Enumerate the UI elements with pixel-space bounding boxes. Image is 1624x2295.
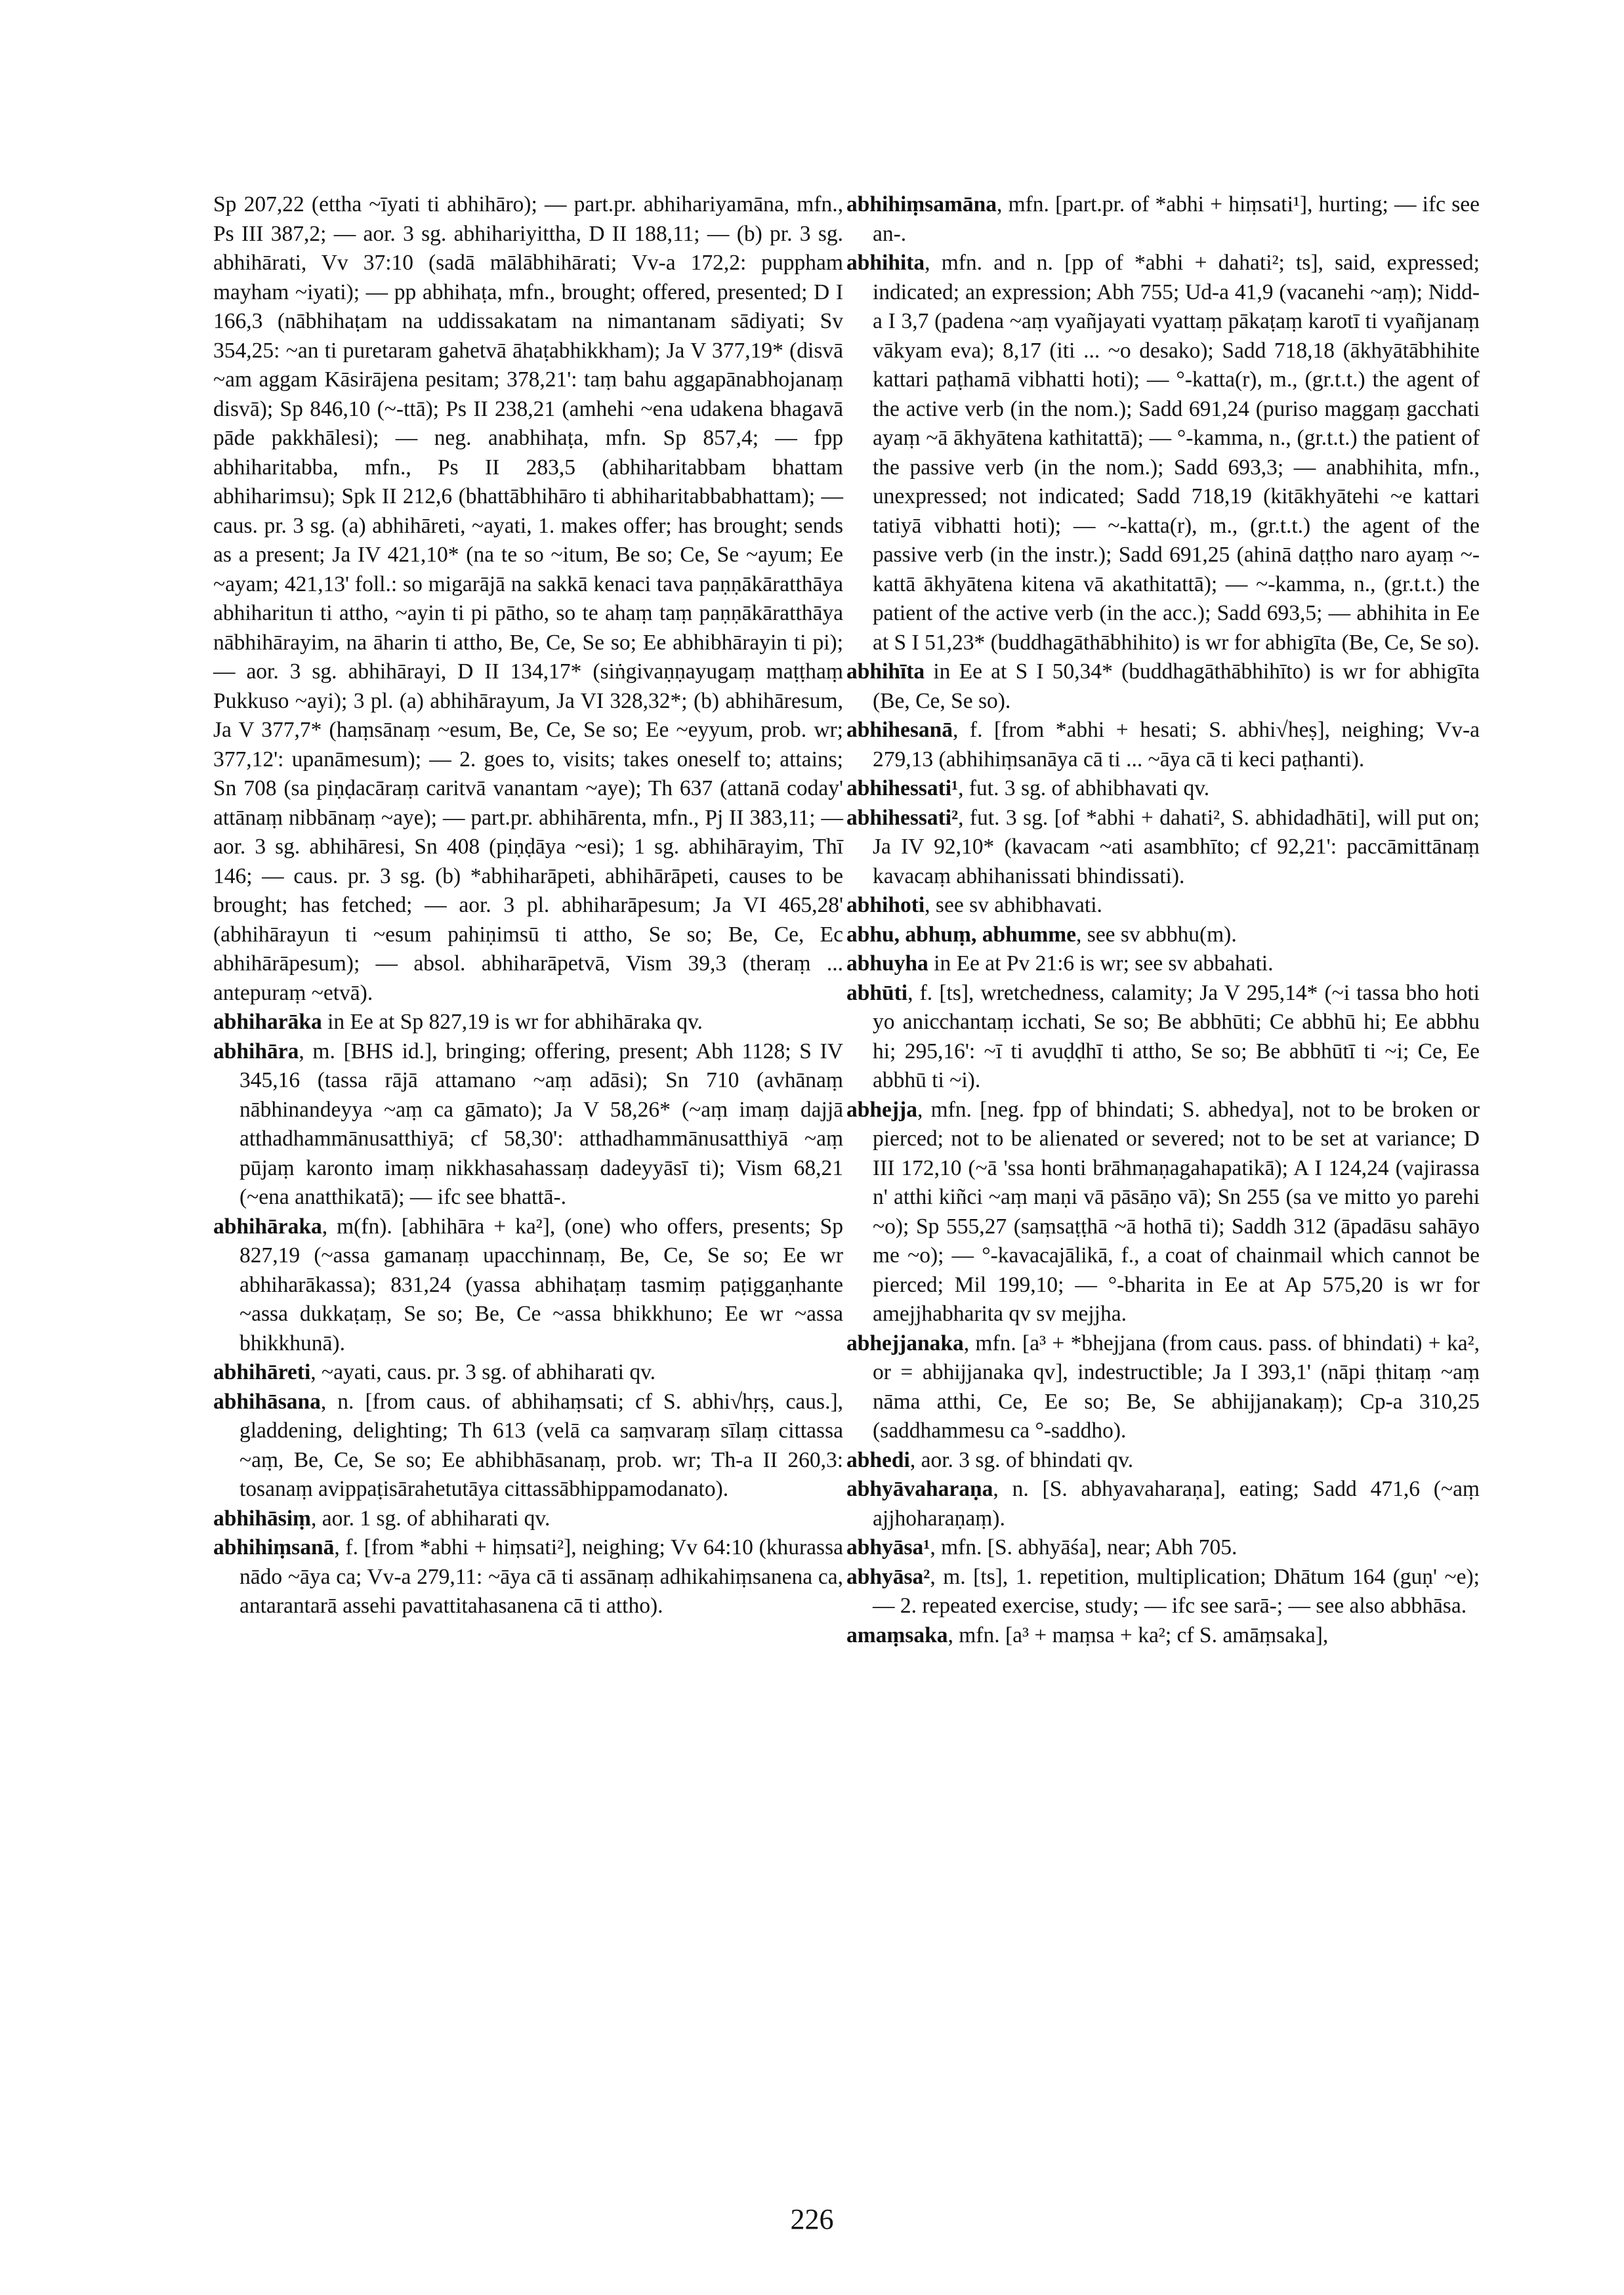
dictionary-entry	[846, 1096, 1480, 1329]
entry-body: , n. [S. abhyavaharaṇa], eating; Sadd 471,6 (~aṃ ajjhoharaṇaṃ).	[873, 1477, 1480, 1531]
entry-body: , mfn. [S. abhyāśa], near; Abh 705.	[930, 1535, 1238, 1560]
entry-headword: abhejjanaka	[846, 1331, 964, 1355]
entry-body: , mfn. and n. [pp of *abhi + dahati²; ts], said, expressed; indicated; an expression; Abh 755; Ud-a 41,9 (vacanehi ~aṃ); Nidd-a I 3,7 (padena ~aṃ vyañjayati vyattaṃ pākaṭaṃ karotī ti vyañjanaṃ vākyam eva); 8,17 (iti ... ~o desako); Sadd 718,18 (ākhyātābhihite kattari paṭhamā vibhatti hoti); — °-katta(r), m., (gr.t.t.) the agent of the active verb (in the nom.); Sadd 691,24 (puriso maggaṃ gacchati ayaṃ ~ā ākhyātena kathitattā); — °-kamma, n., (gr.t.t.) the patient of the passive verb (in the nom.); Sadd 693,3; — anabhihita, mfn., unexpressed; not indicated; Sadd 718,19 (kitākhyātehi ~e kattari tatiyā vibhatti hoti); — ~-katta(r), m., (gr.t.t.) the agent of the passive verb (in the instr.); Sadd 691,25 (ahinā daṭṭho naro ayaṃ ~-kattā ākhyātena kitena vā akathitattā); — ~-kamma, n., (gr.t.t.) the patient of the active verb (in the acc.); Sadd 693,5; — abhihita in Ee at S I 51,23* (buddhagāthābhihito) is wr for abhigīta (Be, Ce, Se so).	[873, 251, 1480, 655]
entry-body: , m(fn). [abhihāra + ka²], (one) who offers, presents; Sp 827,19 (~assa gamanaṃ upacchinnaṃ, Be, Ce, Se so; Ee wr abhiharākassa); 831,24 (yassa abhihaṭaṃ tasmiṃ paṭiggaṇhante ~assa dukkaṭaṃ, Se so; Be, Ce ~assa bhikkhuno; Ee wr ~assa bhikkhunā).	[239, 1214, 843, 1355]
entry-headword: abhihāsiṃ	[213, 1506, 311, 1531]
entry-headword: abhūti	[846, 980, 908, 1005]
entry-body: , ~ayati, caus. pr. 3 sg. of abhiharati qv.	[310, 1360, 656, 1384]
entry-body: , fut. 3 sg. of abhibhavati qv.	[958, 776, 1210, 800]
dictionary-entry	[213, 1358, 843, 1388]
entry-body: , m. [ts], 1. repetition, multiplication; Dhātum 164 (guṇ' ~e); — 2. repeated exercise, study; — ifc see sarā-; — see also abbhāsa.	[873, 1564, 1480, 1618]
entry-headword: abhyāvaharaṇa	[846, 1477, 993, 1501]
entry-body: , see sv abhibhavati.	[925, 893, 1102, 917]
dictionary-entry	[213, 1533, 843, 1621]
entry-headword: abhihāreti	[213, 1360, 311, 1384]
entry-body: , see sv abbhu(m).	[1076, 922, 1237, 947]
entry-body: , f. [ts], wretchedness, calamity; Ja V 295,14* (~i tassa bho hoti yo anicchantaṃ icchati, Se so; Be abbhūti; Ce abbhū hi; Ee abbhu hi; 295,16': ~ī ti avuḍḍhī ti attho, Se so; Be abbhūtī ti ~i; Ce, Ee abbhū ti ~i).	[873, 980, 1480, 1092]
entry-headword: abhihāra	[213, 1039, 299, 1064]
dictionary-entry	[846, 1533, 1480, 1563]
entry-body: , aor. 3 sg. of bhindati qv.	[909, 1447, 1134, 1472]
dictionary-entry	[213, 1212, 843, 1359]
entry-body: in Ee at Sp 827,19 is wr for abhihāraka qv.	[322, 1010, 703, 1034]
left-column	[213, 190, 843, 1621]
dictionary-entry	[213, 1008, 843, 1037]
entry-headword: abhihiṃsamāna	[846, 192, 997, 217]
dictionary-entry	[846, 190, 1480, 249]
entry-body: , mfn. [neg. fpp of bhindati; S. abhedya], not to be broken or pierced; not to be alienated or severed; not to be set at variance; D III 172,10 (~ā 'ssa honti brāhmaṇagahapatikā); A I 124,24 (vajirassa n' atthi kiñci ~aṃ maṇi vā pāsāṇo vā); Sn 255 (sa ve mitto yo parehi ~o); Sp 555,27 (saṃsaṭṭhā ~ā hothā ti); Saddh 312 (āpadāsu sahāyo me ~o); — °-kavacajālikā, f., a coat of chainmail which cannot be pierced; Mil 199,10; — °-bharita in Ee at Ap 575,20 is wr for amejjhabharita qv sv mejjha.	[873, 1097, 1480, 1326]
entry-headword: abhihessati²	[846, 805, 959, 830]
entry-headword: abhihessati¹	[846, 776, 959, 800]
entry-body: in Ee at Pv 21:6 is wr; see sv abbahati.	[928, 951, 1274, 976]
entry-body: in Ee at S I 50,34* (buddhagāthābhihīto) is wr for abhigīta (Be, Ce, Se so).	[873, 659, 1480, 713]
dictionary-entry	[846, 1621, 1480, 1651]
entry-body: , fut. 3 sg. [of *abhi + dahati², S. abhidadhāti], will put on; Ja IV 92,10* (kavacam ~ati asambhīto; cf 92,21': paccāmittānaṃ kavacaṃ abhihanissati bhindissati).	[873, 805, 1480, 888]
left-entries	[213, 1008, 843, 1621]
dictionary-entry	[213, 1388, 843, 1504]
dictionary-entry	[846, 249, 1480, 657]
right-column	[846, 190, 1480, 1650]
entry-headword: abhihoti	[846, 893, 925, 917]
entry-body: , mfn. [a³ + *bhejjana (from caus. pass. of bhindati) + ka², or = abhijjanaka qv], indestructible; Ja I 393,1' (nāpi ṭhitaṃ ~aṃ nāma atthi, Ce, Ee so; Be, Se abhijjanakaṃ); Cp-a 310,25 (saddhammesu ca °-saddho).	[873, 1331, 1480, 1443]
dictionary-entry	[846, 716, 1480, 774]
entry-headword: abhihesanā	[846, 718, 953, 742]
continuation-text: Sp 207,22 (ettha ~īyati ti abhihāro); — part.pr. abhihariyamāna, mfn., Ps III 387,2; — aor. 3 sg. abhihariyittha, D II 188,11; — (b) pr. 3 sg. abhihārati, Vv 37:10 (sadā mālābhihārati; Vv-a 172,2: puppham mayham ~iyati); — pp abhihaṭa, mfn., brought; offered, presented; D I 166,3 (nābhihaṭam na uddissakatam na nimantanam sādiyati; Sv 354,25: ~an ti puretaram gahetvā āhaṭabhikkham); Ja V 377,19* (disvā ~am aggam Kāsirājena pesitam; 378,21': taṃ bahu aggapānabhojanaṃ disvā); Sp 846,10 (~-ttā); Ps II 238,21 (amhehi ~ena udakena bhagavā pāde pakkhālesi); — neg. anabhihaṭa, mfn. Sp 857,4; — fpp abhiharitabba, mfn., Ps II 283,5 (abhiharitabbam bhattam abhiharimsu); Spk II 212,6 (bhattābhihāro ti abhiharitabbabhattam); — caus. pr. 3 sg. (a) abhihāreti, ~ayati, 1. makes offer; has brought; sends as a present; Ja IV 421,10* (na te so ~itum, Be so; Ce, Se ~ayum; Ee ~ayam; 421,13' foll.: so migarājā na sakkā kenaci tava paṇṇākāratthāya abhiharitun ti attho, ~ayin ti pi pātho, so te ahaṃ taṃ paṇṇākāratthāya nābhihārayim, na āharin ti attho, Be, Ce, Se so; Ee abhibhārayin ti pi); — aor. 3 sg. abhihārayi, D II 134,17* (siṅgivaṇṇayugaṃ maṭṭhaṃ Pukkuso ~ayi); 3 pl. (a) abhihārayum, Ja VI 328,32*; (b) abhihāresum, Ja V 377,7* (haṃsānaṃ ~esum, Be, Ce, Se so; Ee ~eyyum, prob. wr; 377,12': upanāmesum); — 2. goes to, visits; takes oneself to; attains; Sn 708 (sa piṇḍacāraṃ caritvā vanantam ~aye); Th 637 (attanā coday' attānaṃ nibbānaṃ ~aye); — part.pr. abhihārenta, mfn., Pj II 383,11; — aor. 3 sg. abhihāresi, Sn 408 (piṇḍāya ~esi); 1 sg. abhihārayim, Thī 146; — caus. pr. 3 sg. (b) *abhiharāpeti, abhihārāpeti, causes to be brought; has fetched; — aor. 3 pl. abhiharāpesum; Ja VI 465,28' (abhihārayun ti ~esum pahiṇimsū ti attho, Se so; Be, Ce, Ec abhihārāpesum); — absol. abhiharāpetvā, Vism 39,3 (theraṃ ... antepuraṃ ~etvā).	[213, 192, 843, 1005]
dictionary-entry	[846, 1563, 1480, 1621]
entry-body: , mfn. [part.pr. of *abhi + hiṃsati¹], hurting; — ifc see an-.	[873, 192, 1480, 246]
entry-headword: abhihāsana	[213, 1389, 321, 1414]
entry-headword: abhyāsa²	[846, 1564, 930, 1589]
entry-headword: abhihāraka	[213, 1214, 322, 1239]
entry-headword: abhyāsa¹	[846, 1535, 930, 1560]
entry-body: , n. [from caus. of abhihaṃsati; cf S. abhi√hṛṣ, caus.], gladdening, delighting; Th 613 (velā ca saṃvaraṃ sīlaṃ cittassa ~aṃ, Be, Ce, Se so; Ee abhibhāsanaṃ, prob. wr; Th-a II 260,3: tosanaṃ avippaṭisārahetutāya cittassābhippamodanato).	[239, 1389, 843, 1501]
dictionary-entry	[213, 1504, 843, 1534]
entry-headword: abhejja	[846, 1097, 917, 1122]
dictionary-entry	[846, 1446, 1480, 1476]
dictionary-entry	[846, 891, 1480, 920]
entry-headword: abhiharāka	[213, 1010, 322, 1034]
dictionary-entry	[846, 657, 1480, 716]
entry-headword: amaṃsaka	[846, 1623, 948, 1647]
entry-headword: abhihīta	[846, 659, 925, 684]
entry-headword: abhihita	[846, 251, 925, 275]
dictionary-entry	[846, 1329, 1480, 1446]
dictionary-entry	[846, 804, 1480, 892]
dictionary-entry	[846, 949, 1480, 979]
page-number: 226	[790, 2203, 834, 2235]
dictionary-entry	[846, 774, 1480, 804]
dictionary-entry	[213, 1037, 843, 1212]
entry-body: , f. [from *abhi + hesati; S. abhi√heṣ], neighing; Vv-a 279,13 (abhihiṃsanāya cā ti ... ~āya cā ti keci paṭhanti).	[873, 718, 1480, 772]
dictionary-entry	[846, 1475, 1480, 1533]
entry-headword: abhedi	[846, 1447, 910, 1472]
entry-headword: abhu, abhuṃ, abhumme	[846, 922, 1077, 947]
entry-body: , f. [from *abhi + hiṃsati²], neighing; Vv 64:10 (khurassa nādo ~āya ca; Vv-a 279,11: ~āya cā ti assānaṃ adhikahiṃsanena ca, antarantarā assehi pavattitahasanena cā ti attho).	[239, 1535, 843, 1618]
entry-headword: abhuyha	[846, 951, 928, 976]
dictionary-entry	[846, 920, 1480, 950]
entry-body: , m. [BHS id.], bringing; offering, present; Abh 1128; S IV 345,16 (tassa rājā attamano ~aṃ adāsi); Sn 710 (avhānaṃ nābhinandeyya ~aṃ ca gāmato); Ja V 58,26* (~aṃ imaṃ dajjā atthadhammānusatthiyā; cf 58,30': atthadhammānusatthiyā ~aṃ pūjaṃ karonto imaṃ nikkhasahassaṃ dadeyyāsī ti); Vism 68,21 (~ena anatthikatā); — ifc see bhattā-.	[239, 1039, 843, 1209]
entry-headword: abhihiṃsanā	[213, 1535, 335, 1560]
entry-body: , mfn. [a³ + maṃsa + ka²; cf S. amāṃsaka],	[947, 1623, 1329, 1647]
entry-body: , aor. 1 sg. of abhiharati qv.	[310, 1506, 551, 1531]
dictionary-entry	[846, 979, 1480, 1096]
